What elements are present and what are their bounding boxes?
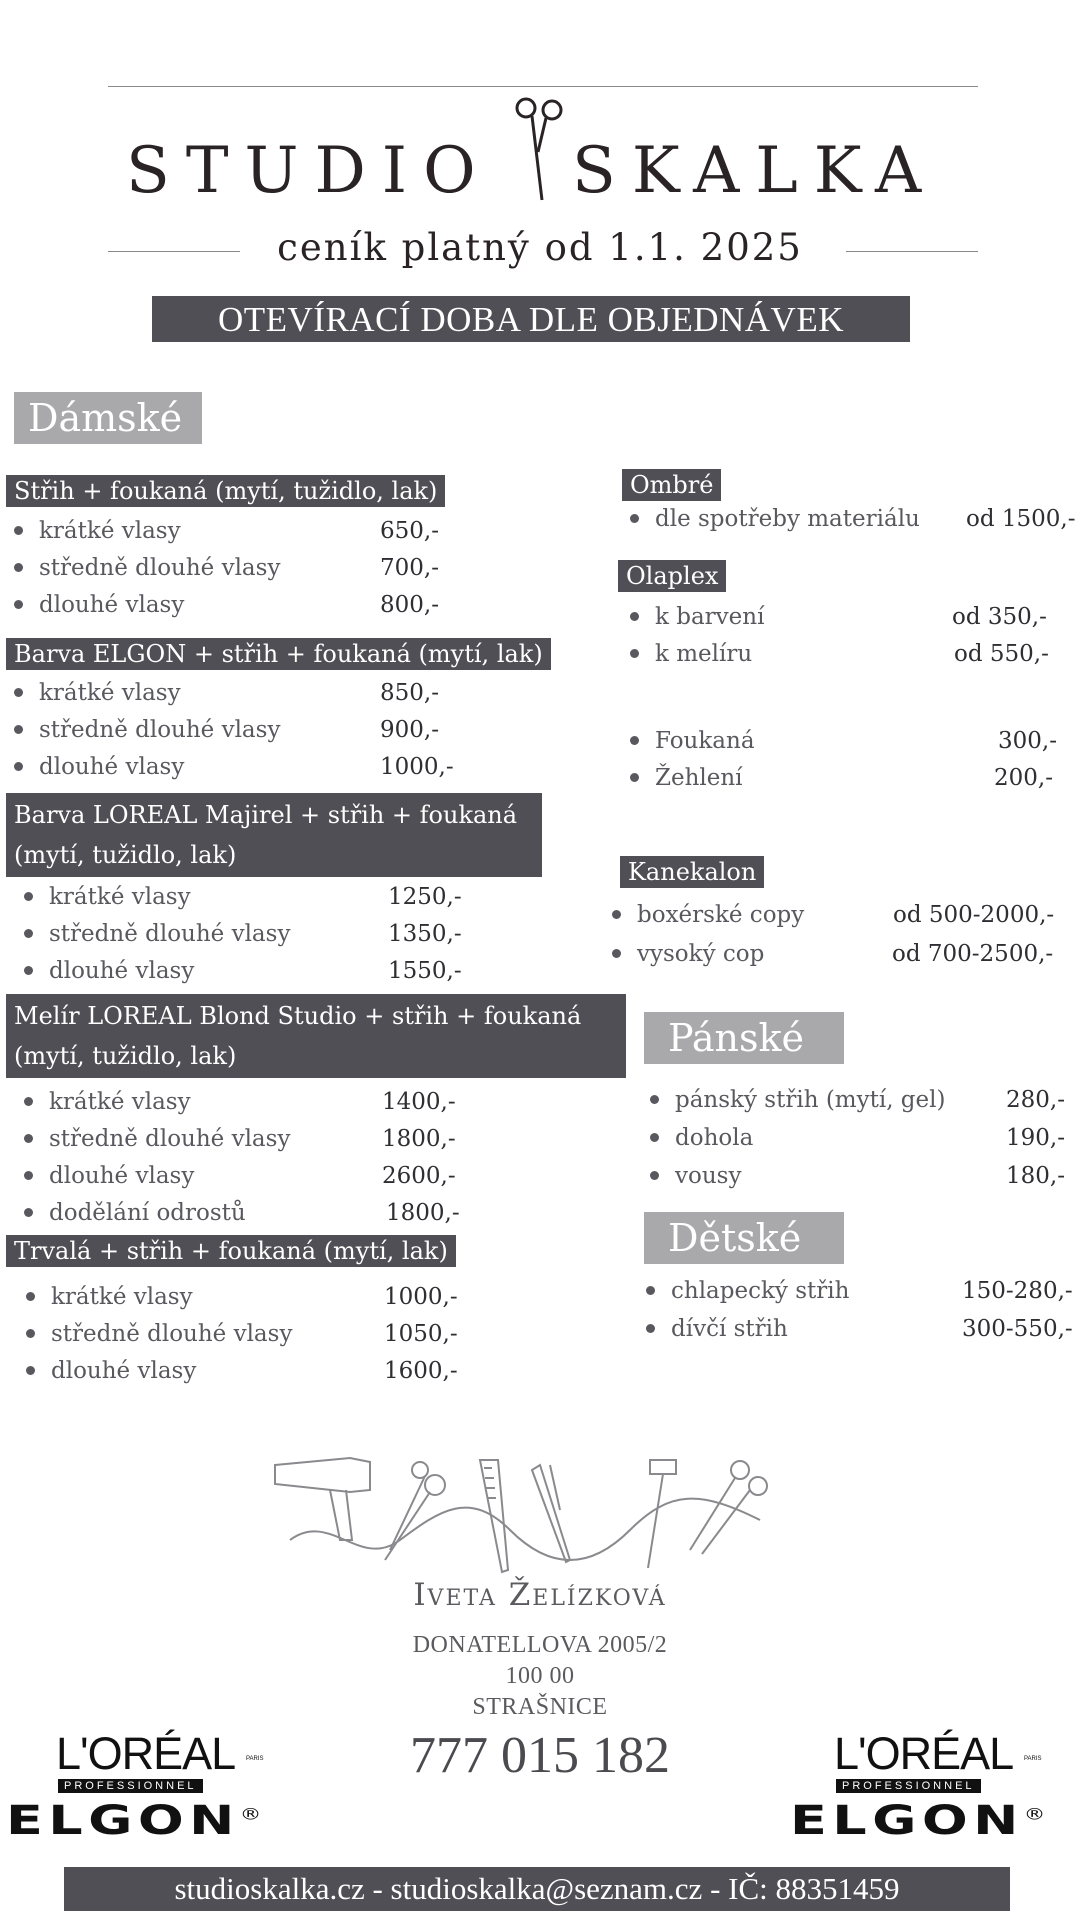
item-price: 180,- xyxy=(1006,1163,1065,1189)
bullet-icon xyxy=(630,773,639,782)
thinning-scissors-icon xyxy=(690,1461,767,1554)
bullet-icon xyxy=(14,762,23,771)
list-item xyxy=(646,1278,849,1304)
category-cut: Střih + foukaná (mytí, tužidlo, lak) xyxy=(6,475,445,507)
item-label: pánský střih (mytí, gel) xyxy=(675,1087,946,1113)
item-label: středně dlouhé vlasy xyxy=(49,921,291,947)
item-price: 800,- xyxy=(380,592,439,618)
loreal-professionnel: PROFESSIONNEL xyxy=(836,1779,981,1793)
item-price: 1000,- xyxy=(380,754,454,780)
bullet-icon xyxy=(646,1286,655,1295)
item-price: 700,- xyxy=(380,555,439,581)
bullet-icon xyxy=(14,688,23,697)
list-item xyxy=(612,902,804,928)
loreal-paris: PARIS xyxy=(246,1756,264,1762)
loreal-professionnel: PROFESSIONNEL xyxy=(58,1779,203,1793)
bullet-icon xyxy=(630,736,639,745)
item-label: dohola xyxy=(675,1125,754,1151)
item-price: od 1500,- xyxy=(966,506,1076,532)
list-item xyxy=(26,1321,292,1347)
section-women: Dámské xyxy=(14,392,202,444)
item-label: středně dlouhé vlasy xyxy=(39,555,281,581)
item-price: 300-550,- xyxy=(962,1316,1073,1342)
loreal-logo-left xyxy=(56,1728,266,1793)
item-label: k barvení xyxy=(655,604,765,630)
scissors-icon xyxy=(512,92,568,202)
item-label: vousy xyxy=(675,1163,742,1189)
bullet-icon xyxy=(24,1097,33,1106)
section-men: Pánské xyxy=(644,1012,844,1064)
item-label: krátké vlasy xyxy=(49,884,191,910)
item-price: od 350,- xyxy=(952,604,1047,630)
wavy-line xyxy=(290,1499,760,1560)
brand-left: STUDIO xyxy=(126,134,492,208)
hair-clip-icon xyxy=(532,1465,570,1562)
item-label: chlapecký střih xyxy=(671,1278,850,1304)
address-street: DONATELLOVA 2005/2 xyxy=(412,1632,668,1658)
item-price: 1000,- xyxy=(384,1284,458,1310)
item-label: boxérské copy xyxy=(637,902,805,928)
item-price: od 700-2500,- xyxy=(892,941,1054,967)
elgon-logo-right xyxy=(790,1798,1045,1844)
item-price: od 500-2000,- xyxy=(893,902,1055,928)
bullet-icon xyxy=(24,929,33,938)
item-label: středně dlouhé vlasy xyxy=(39,717,281,743)
item-label: dlouhé vlasy xyxy=(51,1358,197,1384)
hair-tools-illustration xyxy=(270,1450,780,1580)
item-label: krátké vlasy xyxy=(39,680,181,706)
item-price: 1050,- xyxy=(384,1321,458,1347)
list-item xyxy=(630,728,755,754)
phone-number: 777 015 182 xyxy=(410,1727,670,1784)
bullet-icon xyxy=(646,1324,655,1333)
list-item xyxy=(14,717,280,743)
list-item xyxy=(14,518,181,544)
item-price: 1800,- xyxy=(386,1200,460,1226)
category-kanekalon: Kanekalon xyxy=(620,856,764,888)
bullet-icon xyxy=(26,1292,35,1301)
scissors-icon xyxy=(385,1462,445,1560)
tint-brush-icon xyxy=(648,1460,676,1568)
category-perm: Trvalá + střih + foukaná (mytí, lak) xyxy=(6,1235,456,1267)
loreal-logo-right xyxy=(834,1728,1044,1793)
rule-right xyxy=(846,251,978,252)
item-label: středně dlouhé vlasy xyxy=(51,1321,293,1347)
list-item xyxy=(24,1200,246,1226)
item-price: 2600,- xyxy=(382,1163,456,1189)
category-elgon-color: Barva ELGON + střih + foukaná (mytí, lak) xyxy=(6,638,551,670)
item-label: dlouhé vlasy xyxy=(49,958,195,984)
loreal-wordmark: L'ORÉAL xyxy=(56,1728,236,1779)
list-item xyxy=(630,641,752,667)
list-item xyxy=(650,1163,741,1189)
hair-dryer-icon xyxy=(275,1458,370,1540)
item-label: dívčí střih xyxy=(671,1316,788,1342)
bullet-icon xyxy=(24,1134,33,1143)
item-label: Žehlení xyxy=(655,765,743,791)
registered-mark: ® xyxy=(1023,1804,1046,1824)
top-rule xyxy=(108,86,978,87)
valid-from: ceník platný od 1.1. 2025 xyxy=(277,226,803,269)
list-item xyxy=(14,680,181,706)
item-price: 850,- xyxy=(380,680,439,706)
item-price: 190,- xyxy=(1006,1125,1065,1151)
bullet-icon xyxy=(650,1095,659,1104)
item-price: 200,- xyxy=(994,765,1053,791)
address-city: STRAŠNICE xyxy=(472,1694,608,1720)
section-kids: Dětské xyxy=(644,1212,844,1264)
list-item xyxy=(24,1126,290,1152)
item-label: středně dlouhé vlasy xyxy=(49,1126,291,1152)
loreal-wordmark: L'ORÉAL xyxy=(834,1728,1014,1779)
item-label: vysoký cop xyxy=(637,941,765,967)
item-label: dlouhé vlasy xyxy=(39,592,185,618)
list-item xyxy=(14,555,280,581)
category-loreal-color: Barva LOREAL Majirel + střih + foukaná (mytí, tužidlo, lak) xyxy=(6,793,542,877)
list-item xyxy=(24,958,194,984)
address-zip: 100 00 xyxy=(505,1663,575,1689)
item-price: 1550,- xyxy=(388,958,462,984)
list-item xyxy=(24,1163,194,1189)
brand-logo xyxy=(120,120,970,230)
item-price: 150-280,- xyxy=(962,1278,1073,1304)
bullet-icon xyxy=(650,1133,659,1142)
item-label: Foukaná xyxy=(655,728,755,754)
elgon-wordmark: ELGON xyxy=(6,1798,240,1844)
bullet-icon xyxy=(24,1171,33,1180)
list-item xyxy=(14,754,184,780)
list-item xyxy=(26,1284,193,1310)
list-item xyxy=(630,506,920,532)
list-item xyxy=(26,1358,196,1384)
item-price: 1350,- xyxy=(388,921,462,947)
opening-hours-banner: OTEVÍRACÍ DOBA DLE OBJEDNÁVEK xyxy=(152,296,910,342)
bullet-icon xyxy=(14,600,23,609)
elgon-logo-left xyxy=(6,1798,261,1844)
item-label: dlouhé vlasy xyxy=(39,754,185,780)
bullet-icon xyxy=(24,1208,33,1217)
list-item xyxy=(646,1316,788,1342)
owner-name: Iveta Želízková xyxy=(413,1577,667,1613)
bullet-icon xyxy=(612,910,621,919)
item-price: 1400,- xyxy=(382,1089,456,1115)
item-label: k melíru xyxy=(655,641,753,667)
list-item xyxy=(14,592,184,618)
item-label: krátké vlasy xyxy=(51,1284,193,1310)
elgon-wordmark: ELGON xyxy=(790,1798,1024,1844)
bullet-icon xyxy=(26,1366,35,1375)
list-item xyxy=(24,921,290,947)
list-item xyxy=(24,884,191,910)
list-item xyxy=(630,765,743,791)
list-item xyxy=(650,1087,945,1113)
item-label: dlouhé vlasy xyxy=(49,1163,195,1189)
item-label: dle spotřeby materiálu xyxy=(655,506,920,532)
item-price: 1250,- xyxy=(388,884,462,910)
bullet-icon xyxy=(14,563,23,572)
bullet-icon xyxy=(630,612,639,621)
bullet-icon xyxy=(630,649,639,658)
brand-right: SKALKA xyxy=(572,134,938,208)
item-label: krátké vlasy xyxy=(39,518,181,544)
bullet-icon xyxy=(24,892,33,901)
item-price: 1800,- xyxy=(382,1126,456,1152)
loreal-paris: PARIS xyxy=(1024,1756,1042,1762)
category-loreal-highlights: Melír LOREAL Blond Studio + střih + foukaná (mytí, tužidlo, lak) xyxy=(6,994,626,1078)
bullet-icon xyxy=(14,725,23,734)
item-price: od 550,- xyxy=(954,641,1049,667)
item-price: 900,- xyxy=(380,717,439,743)
item-price: 1600,- xyxy=(384,1358,458,1384)
bullet-icon xyxy=(14,526,23,535)
bullet-icon xyxy=(26,1329,35,1338)
bullet-icon xyxy=(612,949,621,958)
registered-mark: ® xyxy=(239,1804,262,1824)
category-olaplex: Olaplex xyxy=(618,560,726,592)
bullet-icon xyxy=(630,514,639,523)
list-item xyxy=(650,1125,753,1151)
bullet-icon xyxy=(650,1171,659,1180)
bullet-icon xyxy=(24,966,33,975)
contact-bar: studioskalka.cz - studioskalka@seznam.cz - IČ: 88351459 xyxy=(64,1867,1010,1911)
item-label: dodělání odrostů xyxy=(49,1200,246,1226)
item-price: 300,- xyxy=(998,728,1057,754)
list-item xyxy=(24,1089,191,1115)
list-item xyxy=(612,941,764,967)
item-price: 650,- xyxy=(380,518,439,544)
item-price: 280,- xyxy=(1006,1087,1065,1113)
category-ombre: Ombré xyxy=(622,469,721,501)
item-label: krátké vlasy xyxy=(49,1089,191,1115)
list-item xyxy=(630,604,764,630)
